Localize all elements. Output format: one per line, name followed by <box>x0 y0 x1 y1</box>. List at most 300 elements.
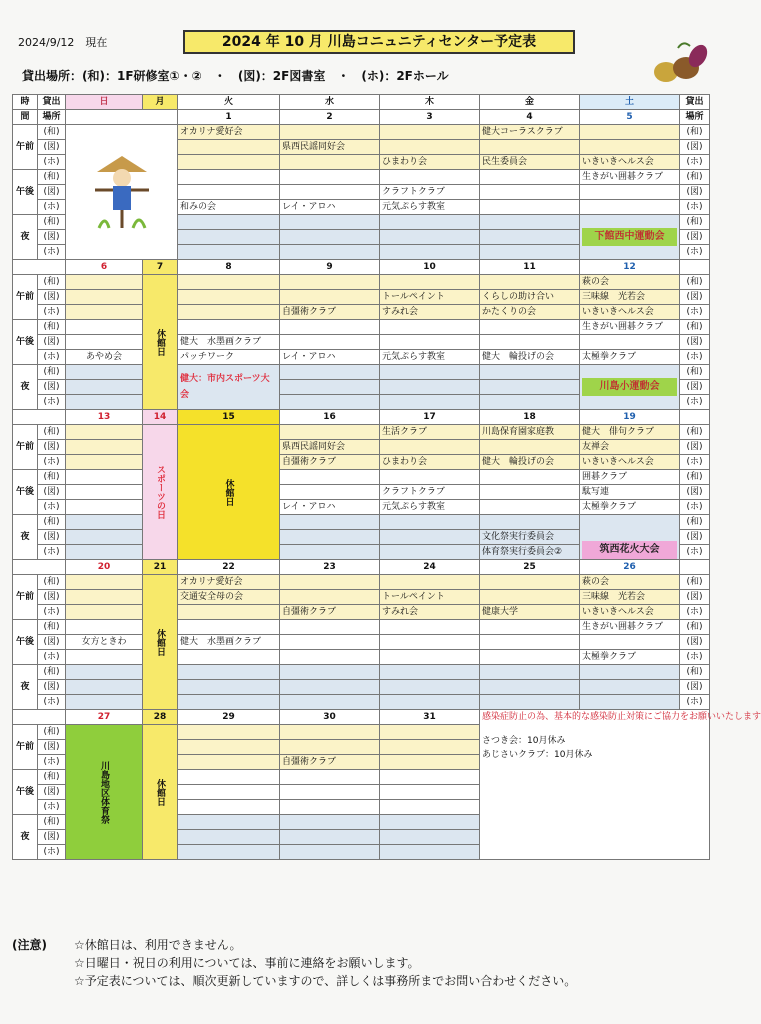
loc-zu: (図) <box>38 680 66 695</box>
empty-cell <box>178 215 280 230</box>
empty-cell <box>580 200 680 215</box>
date-3: 3 <box>380 110 480 125</box>
loc-zu: (図) <box>680 230 710 245</box>
empty-cell <box>580 695 680 710</box>
empty-cell <box>580 335 680 350</box>
empty-cell <box>380 575 480 590</box>
date-26: 26 <box>580 560 680 575</box>
date-9: 9 <box>280 260 380 275</box>
slot-night: 夜 <box>13 365 38 410</box>
empty-cell <box>480 365 580 380</box>
empty-cell <box>178 650 280 665</box>
empty-cell <box>280 680 380 695</box>
loc-zu: (図) <box>680 290 710 305</box>
event: 自彊術クラブ <box>280 455 380 470</box>
header-time2: 間 <box>13 110 38 125</box>
event: 生活クラブ <box>380 425 480 440</box>
closed-day: 休館日 <box>178 425 280 560</box>
slot-morning: 午前 <box>13 725 38 770</box>
event: 文化祭実行委員会 <box>480 530 580 545</box>
loc-wa: (和) <box>38 125 66 140</box>
empty-cell <box>380 740 480 755</box>
loc-ho: (ホ) <box>38 755 66 770</box>
empty-cell <box>178 740 280 755</box>
empty-cell <box>480 650 580 665</box>
empty-cell <box>66 455 143 470</box>
empty-cell <box>178 140 280 155</box>
week1-empty-head <box>66 110 178 125</box>
empty-cell <box>380 680 480 695</box>
empty-cell <box>380 245 480 260</box>
empty-cell <box>280 395 380 410</box>
slot-morning: 午前 <box>13 275 38 320</box>
loc-ho: (ホ) <box>38 650 66 665</box>
header-right-loc2: 場所 <box>680 110 710 125</box>
event: 県西民謡同好会 <box>280 440 380 455</box>
loc-zu: (図) <box>680 590 710 605</box>
slot-morning: 午前 <box>13 425 38 470</box>
empty-cell <box>178 800 280 815</box>
empty-cell <box>380 800 480 815</box>
loc-ho: (ホ) <box>38 200 66 215</box>
event: 女方ときわ <box>66 635 143 650</box>
loc-wa: (和) <box>38 365 66 380</box>
notice-satsuki: さつき会：10月休み <box>482 736 566 746</box>
date-16: 16 <box>280 410 380 425</box>
empty-cell <box>178 305 280 320</box>
footer-notes <box>12 936 576 990</box>
footer-line-2: ☆日曜日・祝日の利用については、事前に連絡をお願いします。 <box>74 956 420 970</box>
event: トールペイント <box>380 290 480 305</box>
date-29: 29 <box>178 710 280 725</box>
slot-afternoon: 午後 <box>13 770 38 815</box>
loc-wa: (和) <box>680 620 710 635</box>
empty-cell <box>178 755 280 770</box>
loc-ho: (ホ) <box>38 245 66 260</box>
loc-wa: (和) <box>38 665 66 680</box>
event: 健康大学 <box>480 605 580 620</box>
loc-zu: (図) <box>680 140 710 155</box>
empty-cell <box>380 695 480 710</box>
empty-cell <box>380 530 480 545</box>
header-loc2: 場所 <box>38 110 66 125</box>
closed-day: 休館日 <box>143 575 178 710</box>
empty-cell <box>480 575 580 590</box>
event: クラフトクラブ <box>380 485 480 500</box>
empty-cell <box>480 245 580 260</box>
loc-zu: (図) <box>38 740 66 755</box>
empty-cell <box>66 290 143 305</box>
empty-cell <box>178 290 280 305</box>
slot-morning: 午前 <box>13 125 38 170</box>
empty-cell <box>66 305 143 320</box>
empty-cell <box>480 275 580 290</box>
empty-cell <box>66 440 143 455</box>
event: いきいきヘルス会 <box>580 605 680 620</box>
event: オカリナ愛好会 <box>178 125 280 140</box>
loc-ho: (ホ) <box>680 155 710 170</box>
event: すみれ会 <box>380 305 480 320</box>
event-badge <box>580 365 680 410</box>
empty-cell <box>280 635 380 650</box>
empty-cell <box>280 290 380 305</box>
empty-cell <box>280 245 380 260</box>
empty-cell <box>178 770 280 785</box>
empty-cell <box>66 380 143 395</box>
event: 交通安全母の会 <box>178 590 280 605</box>
event: 生きがい囲碁クラブ <box>580 620 680 635</box>
event: 三味線 光若会 <box>580 290 680 305</box>
loc-ho: (ホ) <box>38 500 66 515</box>
loc-zu: (図) <box>680 485 710 500</box>
empty-cell <box>380 665 480 680</box>
empty-cell <box>480 680 580 695</box>
empty-cell <box>13 560 66 575</box>
empty-cell <box>480 515 580 530</box>
empty-cell <box>178 845 280 860</box>
loc-zu: (図) <box>680 635 710 650</box>
empty-cell <box>580 125 680 140</box>
header-right-loc: 貸出 <box>680 95 710 110</box>
empty-cell <box>480 440 580 455</box>
slot-afternoon: 午後 <box>13 320 38 365</box>
date-14: 14 <box>143 410 178 425</box>
empty-cell <box>280 185 380 200</box>
empty-cell <box>480 665 580 680</box>
event: 健大 水墨画クラブ <box>178 635 280 650</box>
loc-ho: (ホ) <box>38 455 66 470</box>
empty-cell <box>280 650 380 665</box>
empty-cell <box>480 695 580 710</box>
empty-cell <box>280 590 380 605</box>
empty-cell <box>380 830 480 845</box>
empty-cell <box>178 620 280 635</box>
event: パッチワーク <box>178 350 280 365</box>
loc-wa: (和) <box>38 815 66 830</box>
empty-cell <box>66 530 143 545</box>
event: レイ・アロハ <box>280 500 380 515</box>
empty-cell <box>13 260 66 275</box>
empty-cell <box>280 215 380 230</box>
loc-wa: (和) <box>680 425 710 440</box>
empty-cell <box>66 485 143 500</box>
empty-cell <box>66 500 143 515</box>
header-loc: 貸出 <box>38 95 66 110</box>
empty-cell <box>580 680 680 695</box>
loc-ho: (ホ) <box>38 155 66 170</box>
empty-cell <box>280 380 380 395</box>
empty-cell <box>380 320 480 335</box>
date-7: 7 <box>143 260 178 275</box>
date-21: 21 <box>143 560 178 575</box>
empty-cell <box>380 635 480 650</box>
date-6: 6 <box>66 260 143 275</box>
loc-zu: (図) <box>680 440 710 455</box>
loc-ho: (ホ) <box>680 245 710 260</box>
event: くらしの助け合い <box>480 290 580 305</box>
event: 自彊術クラブ <box>280 605 380 620</box>
date-19: 19 <box>580 410 680 425</box>
empty-cell <box>280 230 380 245</box>
empty-cell <box>280 320 380 335</box>
event: 健大 水墨画クラブ <box>178 335 280 350</box>
slot-afternoon: 午後 <box>13 620 38 665</box>
date-20: 20 <box>66 560 143 575</box>
loc-wa: (和) <box>38 275 66 290</box>
empty-cell <box>66 575 143 590</box>
closed-day: 休館日 <box>143 275 178 410</box>
empty-cell <box>280 485 380 500</box>
notice-ajisai: あじさいクラブ：10月休み <box>482 750 593 760</box>
date-24: 24 <box>380 560 480 575</box>
event: 県西民謡同好会 <box>280 140 380 155</box>
empty-cell <box>280 470 380 485</box>
loc-zu: (図) <box>38 830 66 845</box>
empty-cell <box>380 380 480 395</box>
empty-cell <box>380 170 480 185</box>
footer-spacer <box>12 954 74 972</box>
empty-cell <box>66 365 143 380</box>
event: 囲碁クラブ <box>580 470 680 485</box>
empty-cell <box>480 200 580 215</box>
empty-cell <box>480 395 580 410</box>
empty-cell <box>480 320 580 335</box>
event: あやめ会 <box>66 350 143 365</box>
loc-ho: (ホ) <box>680 545 710 560</box>
event: 友禅会 <box>580 440 680 455</box>
empty-cell <box>380 545 480 560</box>
footer-line-3: ☆予定表については、順次更新していますので、詳しくは事務所までお問い合わせください。 <box>74 974 577 988</box>
loc-ho: (ホ) <box>680 605 710 620</box>
loc-zu: (図) <box>38 290 66 305</box>
date-25: 25 <box>480 560 580 575</box>
loc-ho: (ホ) <box>38 545 66 560</box>
header-sun: 日 <box>66 95 143 110</box>
school-sports-day-badge: 川島小運動会 <box>582 378 677 396</box>
empty-cell <box>66 275 143 290</box>
event: 自彊術クラブ <box>280 755 380 770</box>
loc-wa: (和) <box>680 515 710 530</box>
event: 和みの会 <box>178 200 280 215</box>
empty-cell <box>380 770 480 785</box>
loc-wa: (和) <box>680 470 710 485</box>
empty-cell <box>280 530 380 545</box>
empty-cell <box>66 590 143 605</box>
event: ひまわり会 <box>380 155 480 170</box>
empty-cell <box>380 440 480 455</box>
empty-cell <box>178 320 280 335</box>
empty-cell <box>178 695 280 710</box>
event: いきいきヘルス会 <box>580 455 680 470</box>
loc-ho: (ホ) <box>680 695 710 710</box>
loc-ho: (ホ) <box>38 695 66 710</box>
notice-box <box>480 710 761 860</box>
slot-night: 夜 <box>13 215 38 260</box>
loc-wa: (和) <box>38 170 66 185</box>
event: いきいきヘルス会 <box>580 155 680 170</box>
footer-head: (注意) <box>12 938 47 952</box>
empty-cell <box>380 125 480 140</box>
empty-cell <box>480 470 580 485</box>
empty-cell <box>380 650 480 665</box>
empty-cell <box>280 425 380 440</box>
event: 健大 輪投げの会 <box>480 455 580 470</box>
empty-cell <box>380 365 480 380</box>
date-4: 4 <box>480 110 580 125</box>
header-fri: 金 <box>480 95 580 110</box>
slot-afternoon: 午後 <box>13 170 38 215</box>
loc-ho: (ホ) <box>680 500 710 515</box>
empty-cell <box>178 605 280 620</box>
date-10: 10 <box>380 260 480 275</box>
empty-cell <box>178 170 280 185</box>
loc-wa: (和) <box>38 725 66 740</box>
footer-spacer <box>12 972 74 990</box>
empty-cell <box>280 845 380 860</box>
empty-cell <box>480 185 580 200</box>
loc-zu: (図) <box>38 335 66 350</box>
event-badge <box>580 515 680 560</box>
loc-ho: (ホ) <box>38 350 66 365</box>
event-badge <box>580 215 680 260</box>
loc-zu: (図) <box>680 380 710 395</box>
loc-zu: (図) <box>38 635 66 650</box>
empty-cell <box>66 605 143 620</box>
empty-cell <box>280 335 380 350</box>
loc-wa: (和) <box>680 575 710 590</box>
empty-cell <box>280 740 380 755</box>
empty-cell <box>178 815 280 830</box>
closed-day: 休館日 <box>143 725 178 860</box>
event: クラフトクラブ <box>380 185 480 200</box>
loc-wa: (和) <box>680 125 710 140</box>
event: レイ・アロハ <box>280 200 380 215</box>
date-5: 5 <box>580 110 680 125</box>
loc-wa: (和) <box>38 320 66 335</box>
loc-wa: (和) <box>38 425 66 440</box>
empty-cell <box>480 215 580 230</box>
empty-cell <box>66 320 143 335</box>
holiday-sports-day: スポーツの日 <box>143 425 178 560</box>
empty-cell <box>66 695 143 710</box>
date-15: 15 <box>178 410 280 425</box>
loc-zu: (図) <box>38 785 66 800</box>
empty-cell <box>380 620 480 635</box>
loc-wa: (和) <box>680 665 710 680</box>
empty-cell <box>380 275 480 290</box>
empty-cell <box>380 215 480 230</box>
district-sports-festival: 川島地区体育祭 <box>66 725 143 860</box>
empty-cell <box>480 380 580 395</box>
empty-cell <box>380 140 480 155</box>
empty-cell <box>380 845 480 860</box>
loc-wa: (和) <box>38 620 66 635</box>
empty-cell <box>480 485 580 500</box>
empty-cell <box>178 155 280 170</box>
loc-wa: (和) <box>680 365 710 380</box>
empty-cell <box>280 800 380 815</box>
empty-cell <box>480 500 580 515</box>
empty-cell <box>480 335 580 350</box>
empty-cell <box>280 515 380 530</box>
empty-cell <box>178 680 280 695</box>
event-sports-meet: 健大：市内スポーツ大会 <box>178 365 280 410</box>
venue-legend: 貸出場所：(和)：1F研修室①・② ・ (図)：2F図書室 ・ (ホ)：2Fホール <box>22 69 449 83</box>
empty-cell <box>380 725 480 740</box>
event: 太極拳クラブ <box>580 350 680 365</box>
date-22: 22 <box>178 560 280 575</box>
loc-wa: (和) <box>38 770 66 785</box>
loc-ho: (ホ) <box>38 395 66 410</box>
loc-ho: (ホ) <box>38 800 66 815</box>
loc-zu: (図) <box>680 680 710 695</box>
loc-ho: (ホ) <box>38 605 66 620</box>
loc-wa: (和) <box>38 575 66 590</box>
empty-cell <box>280 665 380 680</box>
header-tue: 火 <box>178 95 280 110</box>
event: 太極拳クラブ <box>580 650 680 665</box>
slot-afternoon: 午後 <box>13 470 38 515</box>
empty-cell <box>580 635 680 650</box>
empty-cell <box>480 140 580 155</box>
school-sports-day-badge: 下館西中運動会 <box>582 228 677 246</box>
loc-ho: (ホ) <box>38 845 66 860</box>
event: トールペイント <box>380 590 480 605</box>
event: いきいきヘルス会 <box>580 305 680 320</box>
event: 元気ぷらす教室 <box>380 500 480 515</box>
empty-cell <box>380 755 480 770</box>
loc-wa: (和) <box>38 470 66 485</box>
empty-cell <box>680 410 710 425</box>
empty-cell <box>380 515 480 530</box>
loc-ho: (ホ) <box>680 305 710 320</box>
empty-cell <box>480 230 580 245</box>
event: 健大 輪投げの会 <box>480 350 580 365</box>
event: 元気ぷらす教室 <box>380 200 480 215</box>
loc-zu: (図) <box>38 140 66 155</box>
empty-cell <box>13 710 66 725</box>
date-18: 18 <box>480 410 580 425</box>
empty-cell <box>280 125 380 140</box>
event: 民生委員会 <box>480 155 580 170</box>
event: レイ・アロハ <box>280 350 380 365</box>
loc-ho: (ホ) <box>680 395 710 410</box>
loc-zu: (図) <box>680 335 710 350</box>
empty-cell <box>178 830 280 845</box>
event: かたくりの会 <box>480 305 580 320</box>
loc-zu: (図) <box>38 485 66 500</box>
empty-cell <box>178 230 280 245</box>
slot-night: 夜 <box>13 515 38 560</box>
event: 健大 俳句クラブ <box>580 425 680 440</box>
event: 体育祭実行委員会② <box>480 545 580 560</box>
event: 太極拳クラブ <box>580 500 680 515</box>
loc-wa: (和) <box>38 215 66 230</box>
header-thu: 木 <box>380 95 480 110</box>
as-of-date: 2024/9/12 現在 <box>18 36 108 49</box>
empty-cell <box>66 545 143 560</box>
empty-cell <box>66 620 143 635</box>
empty-cell <box>280 155 380 170</box>
empty-cell <box>178 725 280 740</box>
empty-cell <box>380 230 480 245</box>
footer-line-1: ☆休館日は、利用できません。 <box>74 938 242 952</box>
slot-morning: 午前 <box>13 575 38 620</box>
loc-ho: (ホ) <box>680 350 710 365</box>
event: 萩の会 <box>580 575 680 590</box>
event: 三味線 光若会 <box>580 590 680 605</box>
loc-zu: (図) <box>38 440 66 455</box>
